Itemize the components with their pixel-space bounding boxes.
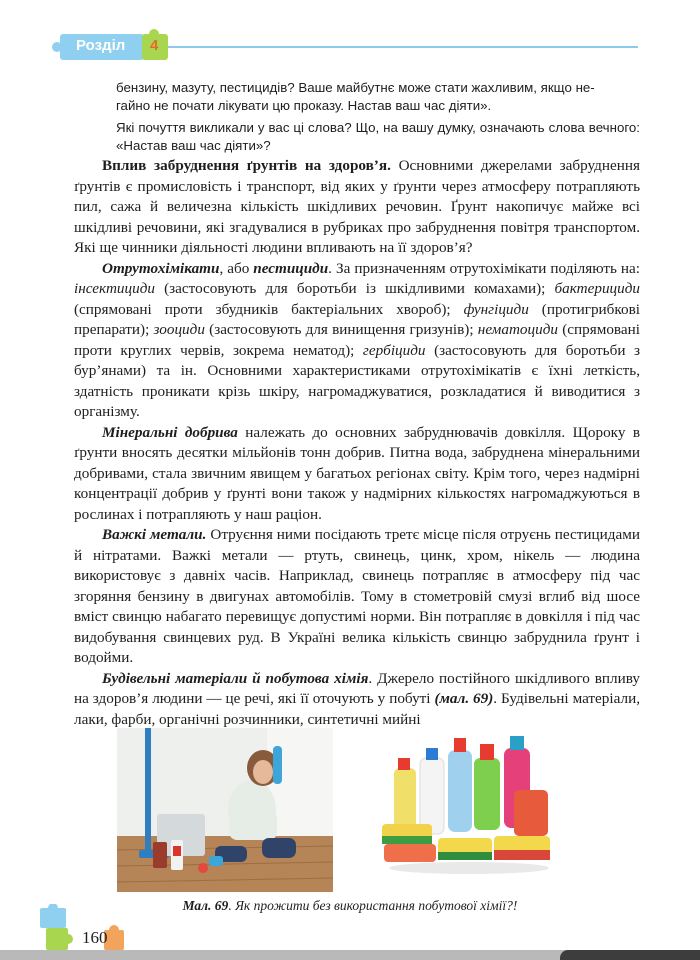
- term: бактерициди: [554, 280, 640, 297]
- term: гербіциди: [362, 341, 426, 359]
- page-number: 160: [82, 928, 108, 947]
- paragraph-title: Вплив забруднення ґрунтів на здоров’я.: [102, 157, 391, 174]
- section-number: 4: [150, 37, 159, 54]
- paragraph-title: Важкі метали.: [102, 526, 207, 543]
- quote-question: Які почуття викликали у вас ці слова? Що, на вашу думку, означають слова вечного: «Настав ваш час діяти»?: [116, 120, 640, 153]
- paragraph-household-chemicals: [74, 669, 640, 731]
- section-tab: [60, 34, 144, 60]
- paragraph-text: (спрямовані проти збудників бактеріальних хвороб);: [74, 300, 464, 318]
- paragraph-title: пестициди: [253, 259, 329, 277]
- term: зооциди: [153, 321, 205, 338]
- paragraph-text: . Будівельні матеріали, лаки, фарби, органічні розчинники, синтетичні мийні: [74, 690, 640, 728]
- paragraph-pesticides: [74, 259, 640, 423]
- footer-tab: [560, 950, 700, 960]
- caption-label: Мал. 69: [182, 898, 229, 913]
- paragraph-text: належать до основних забруднювачів довкілля. Щороку в ґрунти вносять десятки мільйонів тонн добрив. Питна вода, забруднена мінеральними добривами, стала звичним явищем у багатьох регіонах світу. Крім того, через надмірні концентрації добрив у ґрунті вони також у надмірних кількостях нагромаджуються в рослинах і потрапляють у наш раціон.: [74, 423, 640, 523]
- paragraph-text: Основними джерелами забруднення ґрунтів є промисловість і транспорт, від яких у ґрунти через атмосферу потрапляють пил, сажа й величезна кількість шкідливих речовин. Ґрунт накопичує майже всі шкідливі речовини, які згадувалися в рубриках про забруднення повітря транспортом. Які ще чинники діяльності людини впливають на її здоров’я?: [74, 157, 640, 256]
- term: фунгіциди: [463, 300, 529, 318]
- term: інсектициди: [74, 280, 155, 297]
- figure-reference: (мал. 69): [434, 690, 494, 707]
- paragraph-text: (спрямовані проти круглих червів, зокрема нематод);: [74, 321, 640, 359]
- paragraph-fertilizers: [74, 423, 640, 526]
- paragraph-text: . За призначенням отрутохімікати поділяють на:: [328, 259, 640, 277]
- section-number-badge: [142, 34, 168, 60]
- paragraph-title: Отрутохімікати: [102, 259, 220, 277]
- photo-household-chemicals: [374, 728, 564, 878]
- paragraph-text: . Джерело постійного шкідливого впливу на здоров’я людини — це речі, які її оточують у побуті: [74, 669, 640, 707]
- header-rule: [168, 46, 638, 48]
- paragraph-text: (застосовують для боротьби із шкідливими комахами);: [154, 280, 555, 297]
- paragraph-soil-health: [74, 156, 640, 259]
- quote-line-2: гайно не почати лікувати цю проказу. Настав ваш час діяти».: [116, 98, 492, 113]
- quote-line-1: бензину, мазуту, пестицидів? Ваше майбутнє може стати жахливим, якщо не-: [116, 80, 595, 95]
- photo-woman-cleaning: [117, 728, 333, 892]
- paragraph-title: Мінеральні добрива: [102, 423, 238, 441]
- paragraph-text: , або: [219, 259, 254, 277]
- section-label: Розділ: [76, 37, 126, 54]
- term: нематоциди: [477, 321, 558, 338]
- paragraph-text: (протигрибкові препарати);: [74, 300, 640, 338]
- paragraph-heavy-metals: [74, 525, 640, 669]
- body-text: [74, 156, 640, 730]
- paragraph-text: (застосовують для боротьби з бур’янами) та ін. Основними характеристиками отрутохімікатів є їхні леткість, здатність проникати крізь шкіру, нагромаджуватися, розкладатися й виводитися з організму.: [74, 341, 640, 420]
- caption-text: . Як прожити без використання побутової хімії?!: [228, 898, 518, 913]
- paragraph-text: (застосовують для винищення гризунів);: [204, 321, 478, 338]
- paragraph-title: Будівельні матеріали й побутова хімія: [102, 669, 369, 687]
- paragraph-text: Отруєння ними посідають третє місце після отруєнь пестицидами й нітратами. Важкі метали — ртуть, свинець, цинк, хром, нікель — людина використовує з давніх часів. Наприклад, свинець потрапляє в атмосферу під час згоряння бензину в двигунах автомобілів. Тому в стометровій смузі вглиб від шосе вміст свинцю набагато перевищує допустимі норми. Він потрапляє в довкілля і під час видобування свинцевих руд. В Україні велика кількість свинцю забруднила ґрунт і водойми.: [74, 526, 640, 666]
